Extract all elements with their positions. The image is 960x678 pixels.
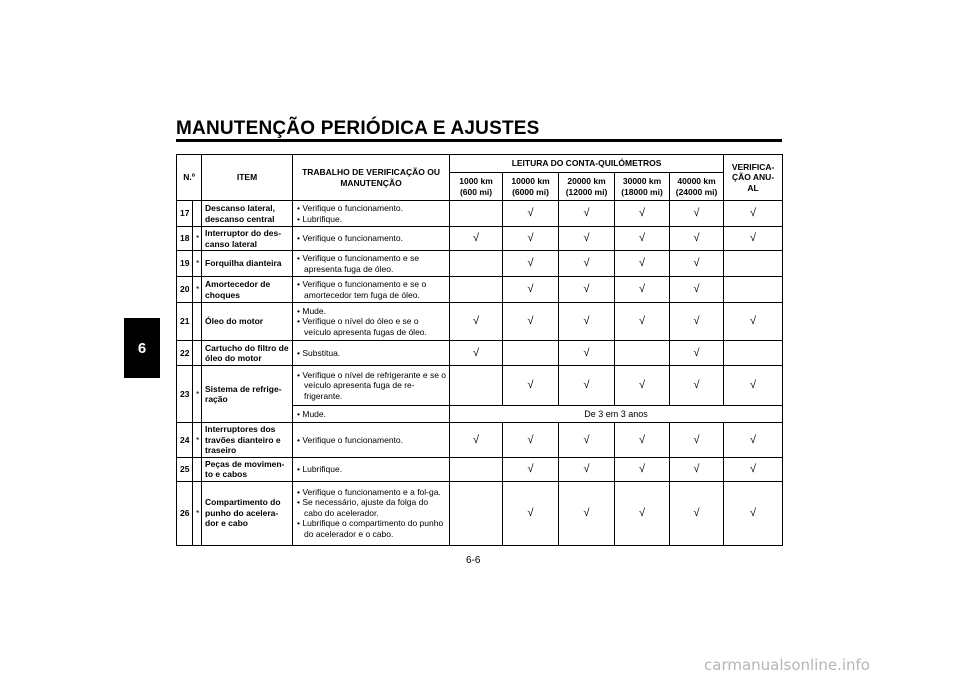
watermark: carmanualsonline.info [704,656,870,674]
row-item: Compartimento do punho do acelera-dor e cabo [202,481,293,545]
work-list [296,487,446,540]
check-cell: √ [670,303,724,341]
row-number: 23 [177,366,193,423]
check-cell: √ [503,251,559,277]
header-interval-1 [450,173,503,201]
row-item: Peças de movimen-to e cabos [202,457,293,481]
row-star [193,303,202,341]
check-cell [724,341,783,366]
table-row [177,366,783,406]
interval-km: 20000 km [567,176,606,186]
check-cell: √ [503,481,559,545]
title-underline [176,139,782,142]
row-number: 19 [177,251,193,277]
header-work: TRABALHO DE VERIFICAÇÃO OU MANUTENÇÃO [293,155,450,201]
table-row [177,277,783,303]
work-step: • Substitua. [296,348,446,359]
work-cell [293,277,450,303]
check-cell: √ [615,201,670,227]
work-list [296,409,446,420]
row-star [193,457,202,481]
check-cell: √ [450,341,503,366]
interval-mi: (12000 mi) [565,186,608,197]
check-cell: √ [559,251,615,277]
check-cell: √ [503,227,559,251]
work-cell [293,481,450,545]
table-row [177,303,783,341]
table-row [177,457,783,481]
work-list [296,306,446,338]
check-cell: √ [615,481,670,545]
work-cell [293,303,450,341]
check-cell: √ [559,423,615,458]
check-cell [615,341,670,366]
header-no: N.º [177,155,202,201]
check-cell: √ [670,277,724,303]
check-cell: √ [670,201,724,227]
interval-km: 1000 km [459,176,493,186]
row-number: 24 [177,423,193,458]
header-interval-5 [670,173,724,201]
work-list [296,203,446,224]
check-cell: √ [670,481,724,545]
check-cell: √ [559,303,615,341]
interval-mi: (24000 mi) [675,186,718,197]
check-cell: √ [559,366,615,406]
check-cell [450,201,503,227]
row-item: Interruptores dos travões dianteiro e traseiro [202,423,293,458]
check-cell: √ [615,303,670,341]
check-cell [450,366,503,406]
row-star: * [193,423,202,458]
work-cell [293,341,450,366]
header-interval-4 [615,173,670,201]
check-cell: √ [503,423,559,458]
row-number: 25 [177,457,193,481]
check-cell: √ [559,457,615,481]
table-row [177,251,783,277]
work-cell [293,366,450,406]
check-cell: √ [615,227,670,251]
check-cell: √ [559,227,615,251]
row-number: 20 [177,277,193,303]
work-step: • Lubrifique. [296,214,446,225]
work-list [296,348,446,359]
check-cell: √ [670,341,724,366]
interval-mi: (6000 mi) [512,186,549,197]
table-row [177,341,783,366]
check-cell [503,341,559,366]
work-step: • Verifique o funcionamento. [296,203,446,214]
check-cell: √ [559,341,615,366]
row-number: 18 [177,227,193,251]
check-cell: √ [503,303,559,341]
row-star: * [193,277,202,303]
work-step: • Mude. [296,306,446,317]
check-cell [450,277,503,303]
check-cell [450,457,503,481]
check-cell: √ [503,457,559,481]
check-cell: √ [450,227,503,251]
row-item: Descanso lateral, descanso central [202,201,293,227]
work-list [296,464,446,475]
check-cell: √ [724,423,783,458]
row-star: * [193,481,202,545]
check-cell: √ [670,457,724,481]
row-star: * [193,227,202,251]
row-item: Forquilha dianteira [202,251,293,277]
page-title: MANUTENÇÃO PERIÓDICA E AJUSTES [176,118,540,139]
header-interval-2 [503,173,559,201]
work-step: • Mude. [296,409,446,420]
header-item: ITEM [202,155,293,201]
table-row [177,201,783,227]
row-star [193,201,202,227]
work-step: • Lubrifique. [296,464,446,475]
interval-km: 30000 km [622,176,662,186]
page-number: 6-6 [466,555,481,566]
work-step: • Verifique o funcionamento e se o amortecedor tem fuga de óleo. [296,279,446,300]
row-item: Interruptor do des-canso lateral [202,227,293,251]
work-cell [293,457,450,481]
check-cell: √ [724,227,783,251]
work-step: • Se necessário, ajuste da folga do cabo do acelerador. [296,497,446,518]
check-cell: √ [615,423,670,458]
row-item: Sistema de refrige-ração [202,366,293,423]
check-cell [450,251,503,277]
check-cell: √ [615,366,670,406]
header-odometer: LEITURA DO CONTA-QUILÓMETROS [450,155,724,173]
chapter-tab: 6 [124,318,160,378]
header-interval-3 [559,173,615,201]
work-step: • Verifique o funcionamento e se apresenta fuga de óleo. [296,253,446,274]
interval-mi: (18000 mi) [621,186,663,197]
interval-km: 40000 km [677,176,716,186]
work-list [296,370,446,402]
interval-km: 10000 km [511,176,550,186]
row-star [193,341,202,366]
check-cell: √ [559,481,615,545]
check-cell: √ [724,481,783,545]
work-cell [293,423,450,458]
check-cell: √ [615,277,670,303]
check-cell: √ [615,251,670,277]
work-cell [293,227,450,251]
work-step: • Lubrifique o compartimento do punho do acelerador e o cabo. [296,518,446,539]
work-list [296,435,446,446]
row-item: Amortecedor de choques [202,277,293,303]
check-cell: √ [559,277,615,303]
check-cell: √ [615,457,670,481]
work-cell [293,201,450,227]
check-cell: √ [724,366,783,406]
header-annual: VERIFICA-ÇÃO ANU-AL [724,155,783,201]
work-list [296,233,446,244]
row-number: 17 [177,201,193,227]
row-item: Cartucho do filtro de óleo do motor [202,341,293,366]
work-list [296,253,446,274]
interval-span-cell: De 3 em 3 anos [450,406,783,423]
table-row [177,227,783,251]
check-cell [724,251,783,277]
check-cell: √ [503,277,559,303]
check-cell: √ [559,201,615,227]
check-cell: √ [670,423,724,458]
table-row [177,423,783,458]
work-step: • Verifique o funcionamento. [296,435,446,446]
check-cell [450,481,503,545]
check-cell: √ [670,366,724,406]
interval-mi: (600 mi) [459,186,493,197]
row-item: Óleo do motor [202,303,293,341]
maintenance-table [176,154,783,546]
check-cell: √ [724,201,783,227]
check-cell: √ [503,201,559,227]
check-cell: √ [450,423,503,458]
work-step: • Verifique o nível do óleo e se o veículo apresenta fugas de óleo. [296,316,446,337]
table-row [177,481,783,545]
row-number: 21 [177,303,193,341]
row-number: 26 [177,481,193,545]
check-cell: √ [670,251,724,277]
check-cell: √ [450,303,503,341]
check-cell: √ [503,366,559,406]
row-star: * [193,251,202,277]
work-cell [293,251,450,277]
check-cell [724,277,783,303]
row-number: 22 [177,341,193,366]
check-cell: √ [724,457,783,481]
work-cell [293,406,450,423]
work-step: • Verifique o funcionamento. [296,233,446,244]
check-cell: √ [670,227,724,251]
row-star: * [193,366,202,423]
work-list [296,279,446,300]
check-cell: √ [724,303,783,341]
work-step: • Verifique o funcionamento e a fol-ga. [296,487,446,498]
work-step: • Verifique o nível de refrigerante e se o veículo apresenta fuga de re-frigerante. [296,370,446,402]
